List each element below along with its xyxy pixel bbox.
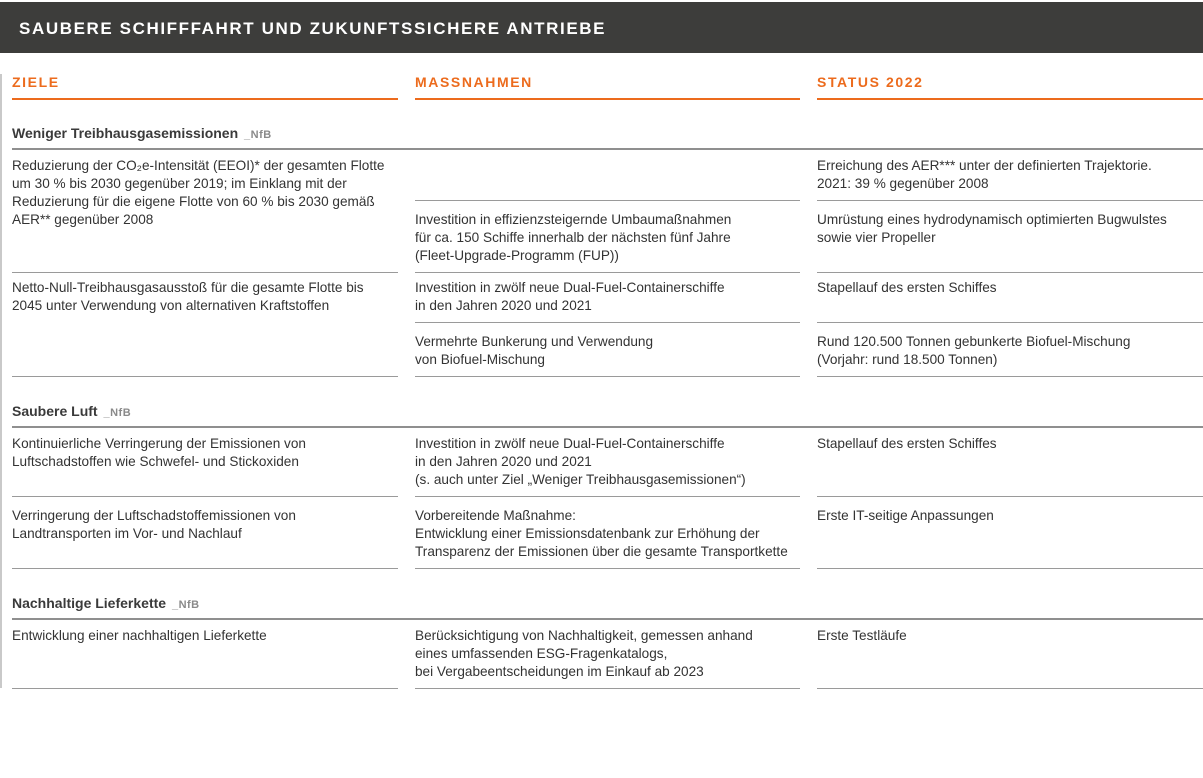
row-divider xyxy=(415,200,800,201)
status-cell: Erste IT-seitige Anpassungen xyxy=(817,508,994,523)
section-divider xyxy=(12,148,1203,150)
column-header-goals: ZIELE xyxy=(12,74,60,90)
status-cell: Erreichung des AER*** unter der definierten Trajektorie. 2021: 39 % gegenüber 2008 xyxy=(817,158,1152,191)
row-divider xyxy=(817,272,1203,273)
goal-cell: Verringerung der Luftschadstoffemissionen von Landtransporten im Vor- und Nachlauf xyxy=(12,508,296,541)
row-divider xyxy=(415,688,800,689)
column-header-measures: MASSNAHMEN xyxy=(415,74,533,90)
row-divider xyxy=(415,376,800,377)
page-title: SAUBERE SCHIFFFAHRT UND ZUKUNFTSSICHERE ANTRIEBE xyxy=(19,19,607,38)
status-cell: Umrüstung eines hydrodynamisch optimierten Bugwulstes sowie vier Propeller xyxy=(817,212,1167,245)
left-border xyxy=(0,74,2,688)
status-cell: Stapellauf des ersten Schiffes xyxy=(817,280,997,295)
measure-cell: Vermehrte Bunkerung und Verwendung von Biofuel-Mischung xyxy=(415,334,654,367)
row-divider xyxy=(817,200,1203,201)
section-title-air xyxy=(12,403,131,419)
measure-cell: Berücksichtigung von Nachhaltigkeit, gemessen anhand eines umfassenden ESG-Fragenkatalogs, bei Vergabeentscheidungen im Einkauf ab 2023 xyxy=(415,628,753,679)
row-divider xyxy=(12,688,398,689)
row-divider xyxy=(12,568,398,569)
column-header-underline-goals xyxy=(12,98,398,100)
row-divider xyxy=(415,322,800,323)
row-divider xyxy=(817,322,1203,323)
row-divider xyxy=(415,496,800,497)
section-title-text: Nachhaltige Lieferkette xyxy=(12,595,167,611)
row-divider xyxy=(817,376,1203,377)
goal-cell: Netto-Null-Treibhausgasausstoß für die gesamte Flotte bis 2045 unter Verwendung von alternativen Kraftstoffen xyxy=(12,280,364,313)
section-divider xyxy=(12,618,1203,620)
measure-cell: Investition in zwölf neue Dual-Fuel-Containerschiffe in den Jahren 2020 und 2021 xyxy=(415,280,725,313)
measure-cell: Vorbereitende Maßnahme: Entwicklung einer Emissionsdatenbank zur Erhöhung der Transparenz der Emissionen über die gesamte Transportkette xyxy=(415,508,788,559)
section-tag: _NfB xyxy=(244,129,272,141)
section-divider xyxy=(12,426,1203,428)
measure-cell: Investition in zwölf neue Dual-Fuel-Containerschiffe in den Jahren 2020 und 2021 (s. auch unter Ziel „Weniger Treibhausgasemissionen“) xyxy=(415,436,746,487)
section-tag: _NfB xyxy=(171,599,200,611)
section-tag: _NfB xyxy=(103,407,132,419)
row-divider xyxy=(817,688,1203,689)
row-divider xyxy=(817,568,1203,569)
section-title-supply-chain xyxy=(12,595,200,611)
column-header-underline-status xyxy=(817,98,1203,100)
goal-cell: Kontinuierliche Verringerung der Emissionen von Luftschadstoffen wie Schwefel- und Stickoxiden xyxy=(12,436,306,469)
row-divider xyxy=(12,272,398,273)
row-divider xyxy=(415,568,800,569)
row-divider xyxy=(12,496,398,497)
status-cell: Rund 120.500 Tonnen gebunkerte Biofuel-Mischung (Vorjahr: rund 18.500 Tonnen) xyxy=(817,334,1131,367)
section-title-text: Saubere Luft xyxy=(12,403,98,419)
section-title-ghg xyxy=(12,125,272,141)
status-cell: Erste Testläufe xyxy=(817,628,907,643)
section-title-text: Weniger Treibhausgasemissionen xyxy=(12,125,239,141)
goal-cell: Reduzierung der CO₂e-Intensität (EEOI)* der gesamten Flotte um 30 % bis 2030 gegenüber 2019; im Einklang mit der Reduzierung für die eigene Flotte von 60 % bis 2030 gemäß AER** gegenüber 2008 xyxy=(12,158,385,227)
goal-cell: Entwicklung einer nachhaltigen Lieferkette xyxy=(12,628,267,643)
status-cell: Stapellauf des ersten Schiffes xyxy=(817,436,997,451)
row-divider xyxy=(415,272,800,273)
measure-cell: Investition in effizienzsteigernde Umbaumaßnahmen für ca. 150 Schiffe innerhalb der nächsten fünf Jahre (Fleet-Upgrade-Programm (FUP)) xyxy=(415,212,732,263)
column-header-status: STATUS 2022 xyxy=(817,74,924,90)
header-banner xyxy=(0,2,1203,53)
row-divider xyxy=(817,496,1203,497)
column-header-underline-measures xyxy=(415,98,800,100)
row-divider xyxy=(12,376,398,377)
